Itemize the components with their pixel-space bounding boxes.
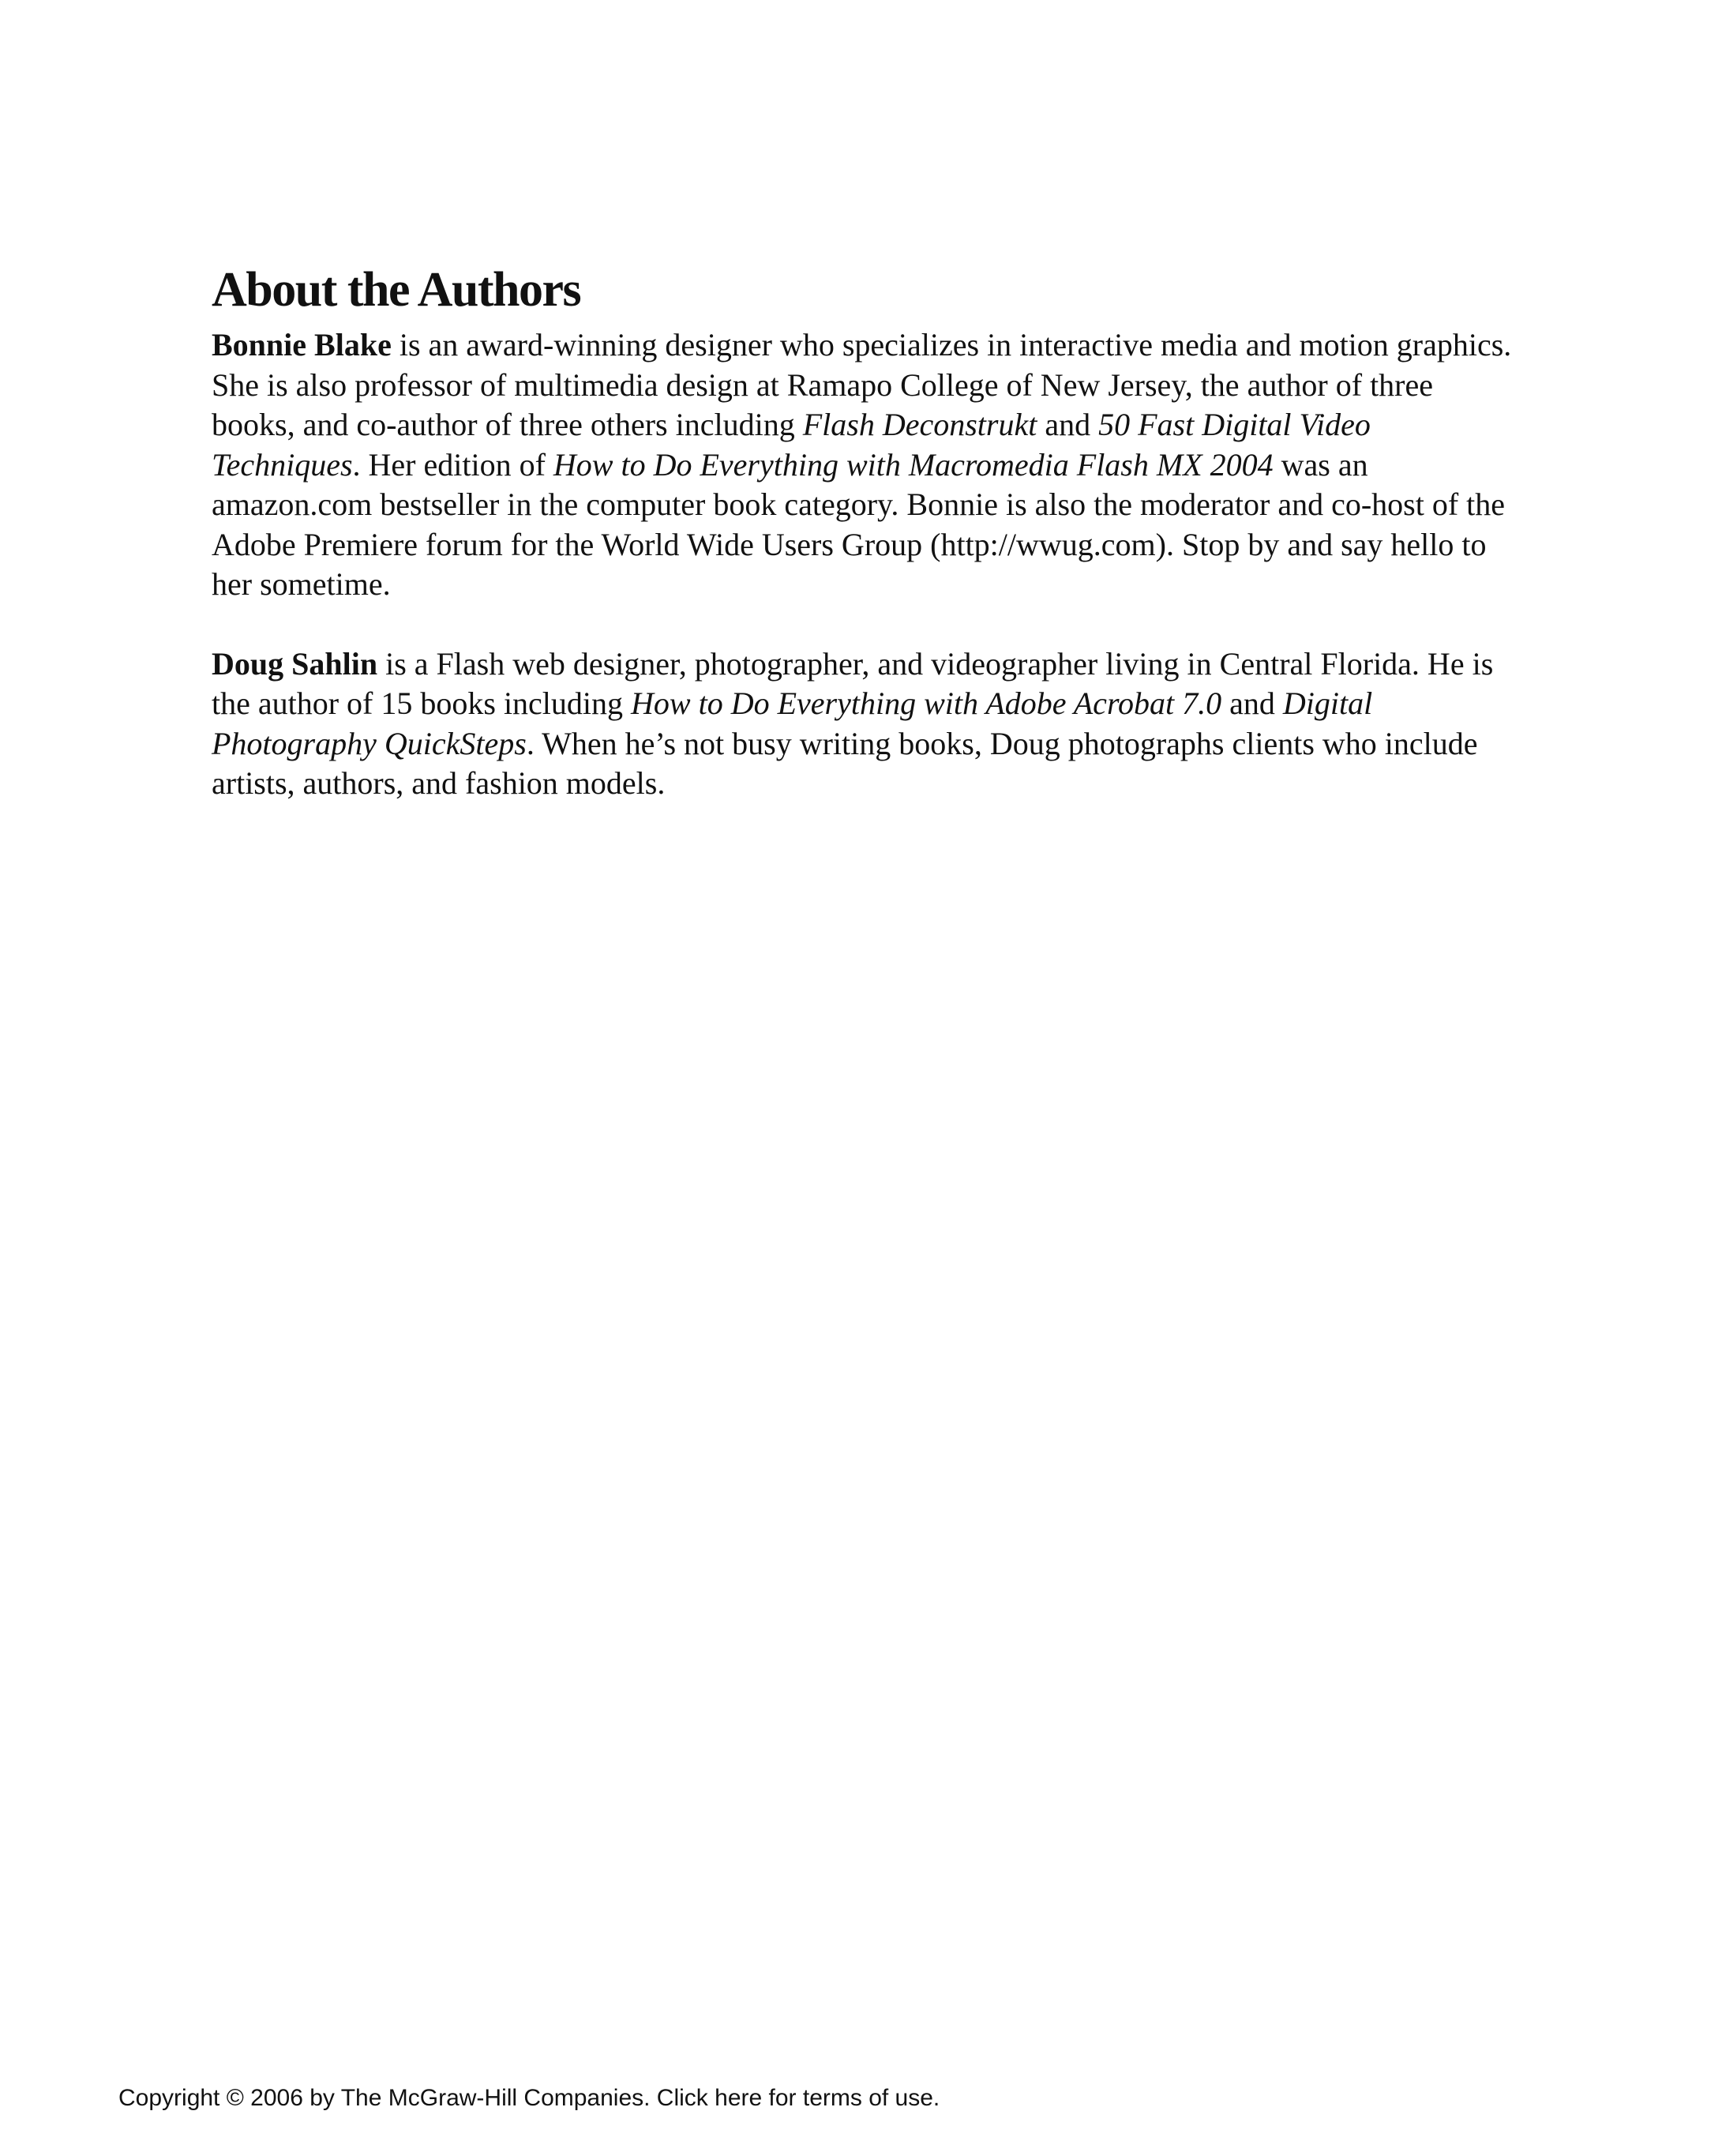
book-title: Flash Deconstrukt (802, 407, 1037, 442)
book-title: How to Do Everything with Macromedia Flash MX 2004 (553, 446, 1274, 483)
page-content (212, 265, 1522, 804)
author-name: Doug Sahlin (212, 645, 378, 682)
bio-text: was an amazon.com bestseller in the computer book category. Bonnie is also the moderator and co-host of the Adobe Premiere forum for the World Wide Users Group (http://wwug.com). Stop by and say hello to her sometime. (212, 446, 1506, 602)
bio-text: is a Flash web designer, photographer, and videographer living in Central Florida. He is the author of 15 books including (212, 645, 1494, 721)
bio-text: . Her edition of (352, 446, 553, 483)
copyright-footer-link[interactable]: Copyright © 2006 by The McGraw-Hill Companies. Click here for terms of use. (118, 2085, 940, 2111)
author-bio-bonnie-blake (212, 325, 1522, 605)
book-title: Digital Photography QuickSteps (212, 685, 1373, 761)
bio-text: . When he’s not busy writing books, Doug photographs clients who include artists, authors, and fashion models. (212, 725, 1478, 801)
book-title: 50 Fast Digital Video Techniques (212, 407, 1371, 483)
author-bio-doug-sahlin (212, 644, 1522, 804)
bio-text: is an award-winning designer who specializes in interactive media and motion graphics. She is also professor of multimedia design at Ramapo College of New Jersey, the author of three books, and co-author of three others including (212, 327, 1512, 442)
book-title: How to Do Everything with Adobe Acrobat 7.0 (631, 685, 1222, 721)
author-name: Bonnie Blake (212, 327, 392, 362)
page-title: About the Authors (212, 263, 581, 317)
bio-text: and (1037, 407, 1099, 442)
bio-text: and (1221, 685, 1283, 721)
